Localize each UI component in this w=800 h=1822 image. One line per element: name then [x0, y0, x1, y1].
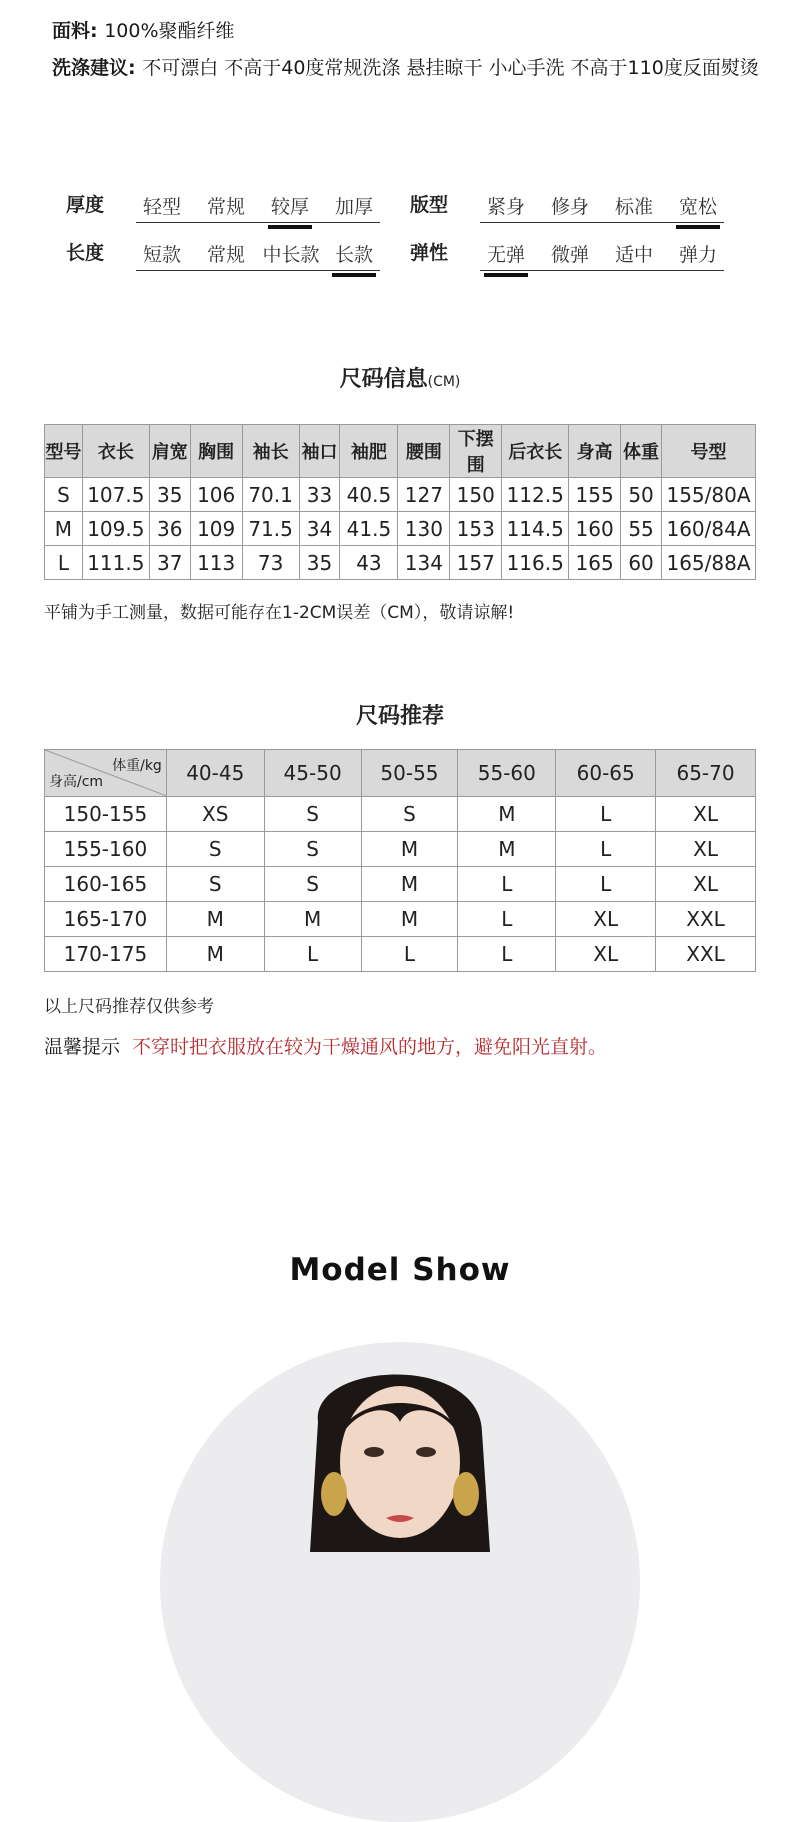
size-cell: XL: [656, 832, 756, 867]
elastic-option: 弹力: [678, 244, 717, 266]
size-cell: L: [556, 832, 656, 867]
table-cell: 116.5: [502, 546, 569, 580]
table-cell: L: [45, 546, 83, 580]
header-cell: 型号: [45, 425, 83, 478]
weight-header: 65-70: [656, 750, 756, 797]
table-cell: S: [45, 478, 83, 512]
fit-option: 标准: [614, 196, 653, 218]
length-option: 常规: [206, 244, 245, 266]
size-cell: L: [556, 797, 656, 832]
warm-tip-label: 温馨提示: [44, 1036, 121, 1058]
size-info-header-row: [45, 425, 756, 478]
wash-value: 不可漂白 不高于40度常规洗涤 悬挂晾干 小心手洗 不高于110度反面熨烫: [142, 57, 759, 79]
table-row: [45, 867, 756, 902]
table-cell: 160: [569, 512, 621, 546]
header-cell: 胸围: [190, 425, 242, 478]
size-cell: S: [264, 797, 361, 832]
table-cell: 60: [621, 546, 662, 580]
header-cell: 号型: [662, 425, 756, 478]
table-row: [45, 937, 756, 972]
size-cell: L: [264, 937, 361, 972]
table-cell: 106: [190, 478, 242, 512]
table-row: [45, 512, 756, 546]
size-rec-table: [44, 749, 756, 972]
size-cell: S: [166, 832, 264, 867]
model-photo: [160, 1342, 640, 1822]
table-row: [45, 902, 756, 937]
thickness-options: [136, 192, 380, 223]
length-label: 长度: [66, 242, 105, 264]
size-info-title-text: 尺码信息: [339, 367, 428, 392]
table-row: [45, 797, 756, 832]
size-rec-note: 以上尺码推荐仅供参考: [44, 997, 214, 1017]
table-cell: 130: [398, 512, 450, 546]
header-cell: 后衣长: [502, 425, 569, 478]
fabric-line: [52, 17, 235, 45]
size-cell: XXL: [656, 937, 756, 972]
length-option: 中长款: [262, 244, 320, 266]
table-cell: 165/88A: [662, 546, 756, 580]
length-option-selected: 长款: [328, 240, 380, 267]
table-cell: 109: [190, 512, 242, 546]
table-cell: 41.5: [340, 512, 398, 546]
table-cell: 71.5: [242, 512, 299, 546]
header-cell: 腰围: [398, 425, 450, 478]
wash-label: 洗涤建议:: [52, 57, 143, 79]
thickness-option-selected: 较厚: [264, 192, 316, 219]
table-cell: 150: [450, 478, 502, 512]
table-cell: 36: [149, 512, 190, 546]
model-illustration: [160, 1342, 640, 1822]
table-cell: 160/84A: [662, 512, 756, 546]
table-row: [45, 478, 756, 512]
size-cell: L: [556, 867, 656, 902]
size-cell: S: [166, 867, 264, 902]
size-cell: L: [361, 937, 458, 972]
table-cell: 157: [450, 546, 502, 580]
model-show-title: Model Show: [289, 1252, 511, 1288]
height-cell: 150-155: [45, 797, 167, 832]
size-cell: S: [361, 797, 458, 832]
size-rec-header-row: [45, 750, 756, 797]
corner-cell: [45, 750, 167, 797]
size-cell: L: [458, 867, 556, 902]
header-cell: 衣长: [82, 425, 149, 478]
fit-option-selected: 宽松: [672, 192, 724, 219]
fit-option: 修身: [550, 196, 589, 218]
size-cell: M: [166, 902, 264, 937]
weight-header: 55-60: [458, 750, 556, 797]
size-cell: L: [458, 937, 556, 972]
height-cell: 155-160: [45, 832, 167, 867]
elastic-option-selected: 无弹: [480, 240, 532, 267]
table-cell: 55: [621, 512, 662, 546]
size-cell: S: [264, 867, 361, 902]
table-cell: 43: [340, 546, 398, 580]
table-cell: 155: [569, 478, 621, 512]
thickness-option: 加厚: [334, 196, 373, 218]
size-cell: M: [264, 902, 361, 937]
fabric-value: 100%聚酯纤维: [104, 20, 235, 42]
weight-header: 40-45: [166, 750, 264, 797]
size-cell: XL: [556, 937, 656, 972]
size-info-table: [44, 424, 756, 580]
weight-header: 50-55: [361, 750, 458, 797]
table-cell: 50: [621, 478, 662, 512]
size-cell: M: [458, 832, 556, 867]
warm-tip: [44, 1032, 607, 1059]
table-cell: 33: [299, 478, 340, 512]
elastic-label: 弹性: [410, 242, 449, 264]
table-cell: 35: [299, 546, 340, 580]
thickness-option: 常规: [206, 196, 245, 218]
size-cell: XL: [656, 797, 756, 832]
height-cell: 170-175: [45, 937, 167, 972]
height-cell: 160-165: [45, 867, 167, 902]
elastic-option: 适中: [614, 244, 653, 266]
table-row: [45, 832, 756, 867]
thickness-label: 厚度: [66, 194, 105, 216]
table-cell: 37: [149, 546, 190, 580]
size-cell: XXL: [656, 902, 756, 937]
table-cell: 107.5: [82, 478, 149, 512]
header-cell: 下摆围: [450, 425, 502, 478]
height-cell: 165-170: [45, 902, 167, 937]
size-cell: L: [458, 902, 556, 937]
corner-weight-label: 体重/kg: [112, 758, 162, 774]
size-info-unit: (CM): [427, 374, 461, 390]
size-rec-title: 尺码推荐: [355, 704, 444, 729]
weight-header: 45-50: [264, 750, 361, 797]
size-cell: XS: [166, 797, 264, 832]
header-cell: 袖口: [299, 425, 340, 478]
size-info-note: 平铺为手工测量，数据可能存在1-2CM误差（CM），敬请谅解!: [44, 603, 515, 623]
table-cell: 112.5: [502, 478, 569, 512]
table-cell: M: [45, 512, 83, 546]
size-cell: S: [264, 832, 361, 867]
table-cell: 40.5: [340, 478, 398, 512]
header-cell: 体重: [621, 425, 662, 478]
size-cell: XL: [556, 902, 656, 937]
size-cell: XL: [656, 867, 756, 902]
table-cell: 35: [149, 478, 190, 512]
table-cell: 165: [569, 546, 621, 580]
thickness-option: 轻型: [142, 196, 181, 218]
header-cell: 身高: [569, 425, 621, 478]
table-cell: 134: [398, 546, 450, 580]
elastic-option: 微弹: [550, 244, 589, 266]
table-cell: 153: [450, 512, 502, 546]
table-cell: 155/80A: [662, 478, 756, 512]
size-cell: M: [361, 867, 458, 902]
header-cell: 袖长: [242, 425, 299, 478]
table-cell: 70.1: [242, 478, 299, 512]
header-cell: 肩宽: [149, 425, 190, 478]
size-cell: M: [458, 797, 556, 832]
fit-option: 紧身: [486, 196, 525, 218]
size-cell: M: [361, 832, 458, 867]
elastic-options: [480, 240, 724, 271]
table-cell: 34: [299, 512, 340, 546]
table-cell: 113: [190, 546, 242, 580]
size-info-title: [0, 362, 800, 393]
table-cell: 127: [398, 478, 450, 512]
table-cell: 111.5: [82, 546, 149, 580]
header-cell: 袖肥: [340, 425, 398, 478]
table-cell: 114.5: [502, 512, 569, 546]
fit-options: [480, 192, 724, 223]
fit-label: 版型: [410, 194, 449, 216]
fabric-label: 面料:: [52, 20, 105, 42]
length-option: 短款: [142, 244, 181, 266]
length-options: [136, 240, 380, 271]
table-row: [45, 546, 756, 580]
size-cell: M: [166, 937, 264, 972]
table-cell: 109.5: [82, 512, 149, 546]
wash-line: [52, 53, 782, 84]
corner-height-label: 身高/cm: [49, 774, 104, 790]
size-cell: M: [361, 902, 458, 937]
table-cell: 73: [242, 546, 299, 580]
weight-header: 60-65: [556, 750, 656, 797]
warm-tip-text: 不穿时把衣服放在较为干燥通风的地方，避免阳光直射。: [132, 1036, 608, 1058]
